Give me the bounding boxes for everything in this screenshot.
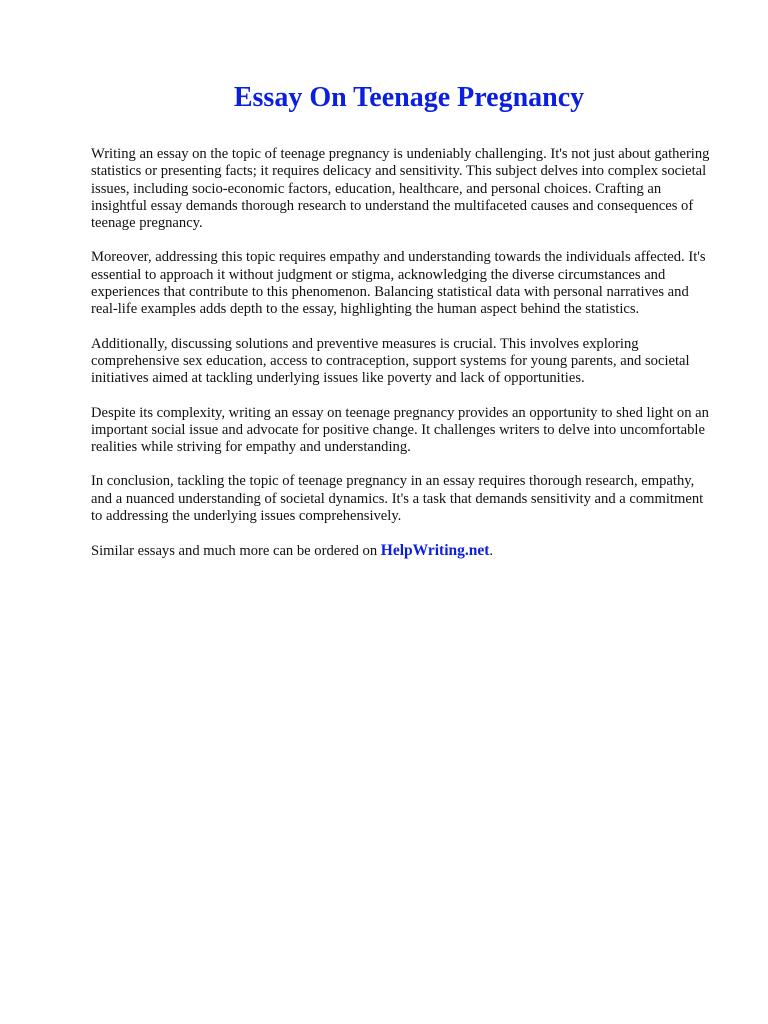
footer-line [91,542,715,560]
helpwriting-link[interactable]: HelpWriting.net [380,542,490,560]
footer-suffix: . [489,543,494,560]
paragraph-2: Moreover, addressing this topic requires empathy and understanding towards the individuals affected. It's essential to approach it without judgment or stigma, acknowledging the diverse circumstances and experiences that contribute to this phenomenon. Balancing statistical data with personal narratives and real-life examples adds depth to the essay, highlighting the human aspect behind the statistics. [91,249,706,318]
paragraph-4: Despite its complexity, writing an essay on teenage pregnancy provides an opportunity to shed light on an important social issue and advocate for positive change. It challenges writers to delve into uncomfortable realities while striving for empathy and understanding. [91,404,709,456]
paragraph-1: Writing an essay on the topic of teenage pregnancy is undeniably challenging. It's not just about gathering statistics or presenting facts; it requires delicacy and sensitivity. This subject delves into complex societal issues, including socio-economic factors, education, healthcare, and personal choices. Crafting an insightful essay demands thorough research to understand the multifaceted causes and consequences of teenage pregnancy. [91,146,710,232]
essay-body [91,146,715,578]
paragraph-5: In conclusion, tackling the topic of teenage pregnancy in an essay requires thorough research, empathy, and a nuanced understanding of societal dynamics. It's a task that demands sensitivity and a commitment to addressing the underlying issues comprehensively. [91,473,704,525]
footer-prefix: Similar essays and much more can be ordered on [91,543,381,560]
page-title: Essay On Teenage Pregnancy [233,82,585,113]
paragraph-3: Additionally, discussing solutions and preventive measures is crucial. This involves exploring comprehensive sex education, access to contraception, support systems for young parents, and societal initiatives aimed at tackling underlying issues like poverty and lack of opportunities. [91,335,690,387]
